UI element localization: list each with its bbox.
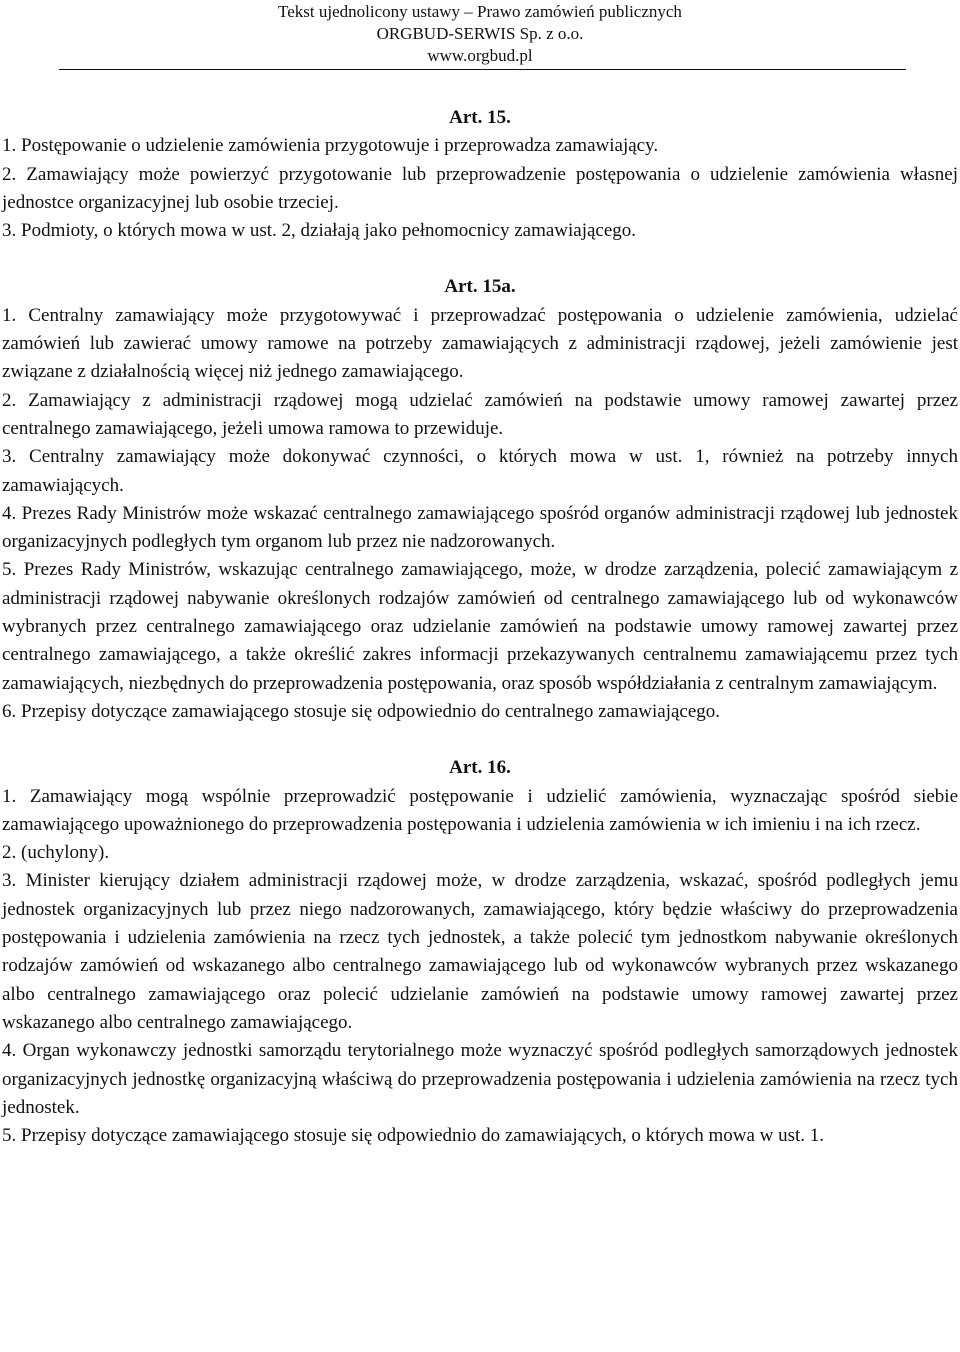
article-paragraph: 1. Zamawiający mogą wspólnie przeprowadzić postępowanie i udzielić zamówienia, wyznaczając spośród siebie zamawiającego upoważnionego do przeprowadzenia postępowania i udzielenia zamówienia w ich imieniu i na ich rzecz. (2, 785, 958, 835)
article-16 (2, 754, 958, 1150)
article-paragraph: 2. Zamawiający może powierzyć przygotowanie lub przeprowadzenie postępowania o udzielenie zamówienia własnej jednostce organizacyjnej lub osobie trzeciej. (2, 163, 958, 213)
article-paragraph: 3. Minister kierujący działem administracji rządowej może, w drodze zarządzenia, wskazać, spośród podległych jemu jednostek organizacyjnych lub przez niego nadzorowanych, zamawiającego, który będzie właściwy do przeprowadzenia postępowania i udzielenia zamówienia na rzecz tych jednostek, a także polecić tym jednostkom nabywanie określonych rodzajów zamówień od wskazanego albo centralnego zamawiającego lub od wykonawców wybranych przez wskazanego albo centralnego zamawiającego oraz polecić udzielanie zamówień na podstawie umowy ramowej zawartej przez wskazanego albo centralnego zamawiającego. (2, 870, 958, 1033)
article-paragraph: 4. Organ wykonawczy jednostki samorządu terytorialnego może wyznaczyć spośród podległych samorządowych jednostek organizacyjnych jednostkę organizacyjną właściwą do przeprowadzenia postępowania i udzielenia zamówienia na rzecz tych jednostek. (2, 1040, 958, 1118)
article-paragraph: 5. Przepisy dotyczące zamawiającego stosuje się odpowiednio do zamawiających, o których mowa w ust. 1. (2, 1125, 825, 1147)
article-title: Art. 16. (449, 757, 511, 779)
article-paragraph: 2. (uchylony). (2, 842, 110, 864)
article-paragraph: 5. Prezes Rady Ministrów, wskazując centralnego zamawiającego, może, w drodze zarządzenia, polecić zamawiającym z administracji rządowej nabywanie określonych rodzajów zamówień od centralnego zamawiającego lub od wykonawców wybranych przez centralnego zamawiającego oraz udzielanie zamówień na podstawie umowy ramowej zawartej przez centralnego zamawiającego, a także określić zakres informacji przekazywanych centralnemu zamawiającemu przez tych zamawiających, niezbędnych do przeprowadzenia postępowania, oraz sposób współdziałania z centralnym zamawiającym. (2, 559, 958, 694)
article-paragraph: 1. Postępowanie o udzielenie zamówienia przygotowuje i przeprowadza zamawiający. (2, 135, 659, 157)
header-website: www.orgbud.pl (427, 46, 533, 65)
article-15a (2, 273, 958, 726)
article-paragraph: 2. Zamawiający z administracji rządowej mogą udzielać zamówień na podstawie umowy ramowej zawartej przez centralnego zamawiającego, jeżeli umowa ramowa to przewiduje. (2, 389, 958, 439)
header-title: Tekst ujednolicony ustawy – Prawo zamówień publicznych (278, 2, 682, 21)
header-rule (59, 69, 906, 70)
article-paragraph: 1. Centralny zamawiający może przygotowywać i przeprowadzać postępowania o udzielenie zamówienia, udzielać zamówień lub zawierać umowy ramowe na potrzeby zamawiających z administracji rządowej, jeżeli zamówienie jest związane z działalnością więcej niż jednego zamawiającego. (2, 304, 958, 383)
article-paragraph: 3. Centralny zamawiający może dokonywać czynności, o których mowa w ust. 1, również na potrzeby innych zamawiających. (2, 446, 958, 496)
article-title: Art. 15. (449, 107, 511, 128)
header-company: ORGBUD-SERWIS Sp. z o.o. (376, 24, 584, 43)
page-header (2, 0, 958, 70)
article-15 (2, 104, 958, 245)
article-title: Art. 15a. (444, 276, 516, 298)
article-paragraph: 4. Prezes Rady Ministrów może wskazać centralnego zamawiającego spośród organów administracji rządowej lub jednostek organizacyjnych podległych tym organom lub przez nie nadzorowanych. (2, 502, 958, 553)
article-paragraph: 3. Podmioty, o których mowa w ust. 2, działają jako pełnomocnicy zamawiającego. (2, 220, 637, 242)
article-paragraph: 6. Przepisy dotyczące zamawiającego stosuje się odpowiednio do centralnego zamawiającego. (2, 700, 721, 722)
